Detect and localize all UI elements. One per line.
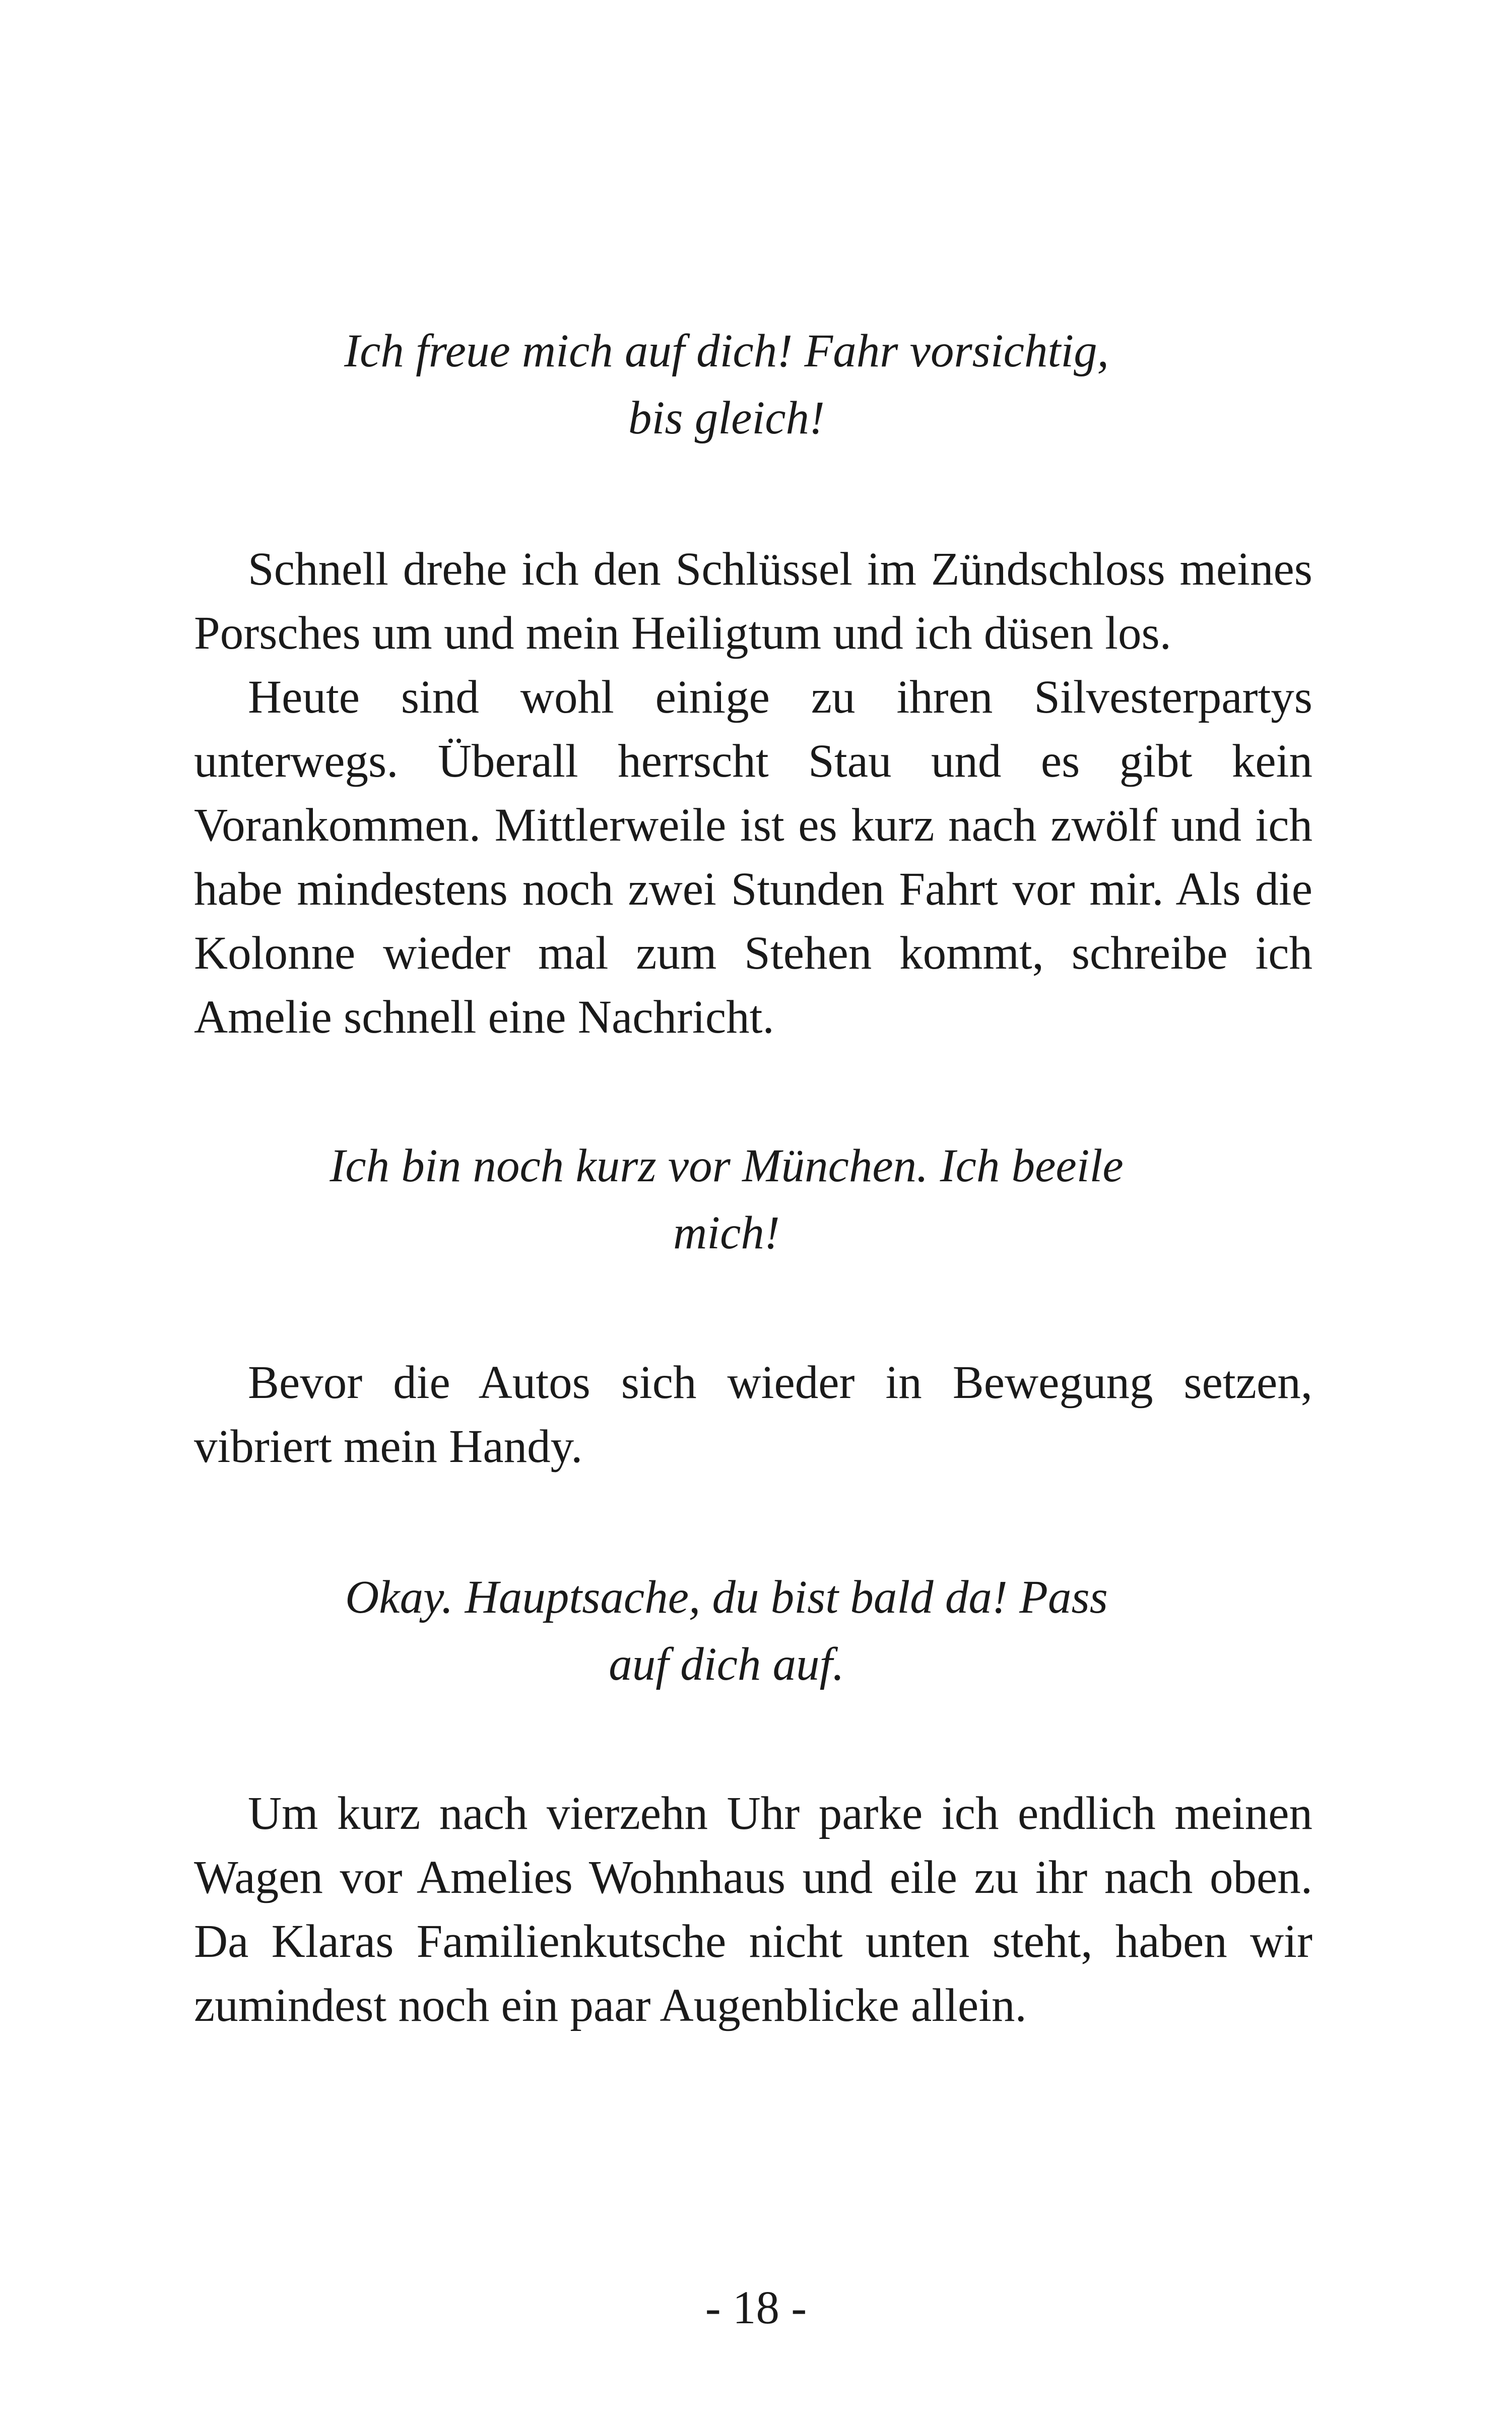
text-message-quote	[322, 1564, 1131, 1698]
paragraph-line: vibriert mein Handy.	[194, 1421, 583, 1473]
message-line: Ich bin noch kurz vor München. Ich beeile	[330, 1140, 1124, 1192]
paragraph-line: Vorankommen. Mittlerweile ist es kurz nach zwölf und ich	[194, 799, 1312, 851]
paragraph-line: Um kurz nach vierzehn Uhr parke ich endlich meinen	[248, 1788, 1312, 1839]
message-line: auf dich auf.	[609, 1638, 844, 1690]
body-paragraph	[194, 1351, 1312, 1479]
page-number: - 18 -	[705, 2282, 807, 2334]
body-paragraph	[194, 1781, 1312, 2037]
paragraph-line: Bevor die Autos sich wieder in Bewegung setzen,	[248, 1357, 1312, 1409]
paragraph-line: habe mindestens noch zwei Stunden Fahrt vor mir. Als die	[194, 863, 1312, 915]
paragraph-line: Schnell drehe ich den Schlüssel im Zündschloss meines	[248, 543, 1312, 595]
paragraph-line: Kolonne wieder mal zum Stehen kommt, schreibe ich	[194, 927, 1312, 979]
message-line: Ich freue mich auf dich! Fahr vorsichtig,	[344, 325, 1109, 377]
text-message-quote	[322, 1132, 1131, 1266]
message-line: Okay. Hauptsache, du bist bald da! Pass	[345, 1571, 1108, 1623]
paragraph-line: zumindest noch ein paar Augenblicke allein.	[194, 1980, 1027, 2031]
body-paragraph	[194, 665, 1312, 1049]
paragraph-line: Heute sind wohl einige zu ihren Silvesterpartys	[248, 671, 1312, 723]
message-line: bis gleich!	[628, 392, 825, 444]
paragraph-line: unterwegs. Überall herrscht Stau und es gibt kein	[194, 735, 1312, 787]
paragraph-line: Porsches um und mein Heiligtum und ich düsen los.	[194, 607, 1171, 659]
paragraph-line: Amelie schnell eine Nachricht.	[194, 991, 774, 1043]
message-line: mich!	[673, 1207, 780, 1259]
paragraph-line: Wagen vor Amelies Wohnhaus und eile zu ihr nach oben.	[194, 1852, 1312, 1903]
body-paragraph	[194, 537, 1312, 665]
text-message-quote	[322, 317, 1131, 452]
paragraph-line: Da Klaras Familienkutsche nicht unten steht, haben wir	[194, 1916, 1312, 1967]
